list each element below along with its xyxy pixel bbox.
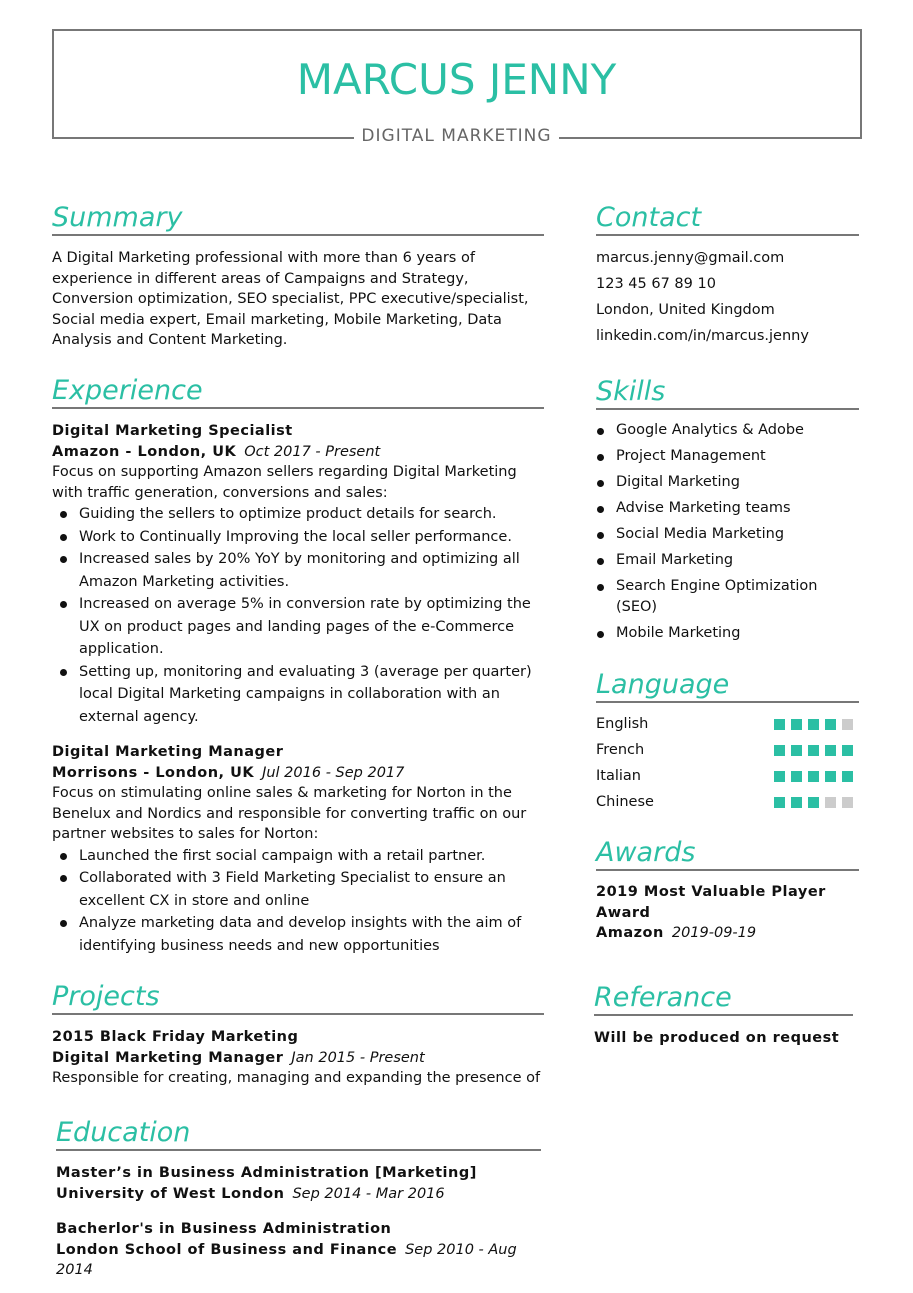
language-name: English xyxy=(596,716,649,732)
language-level-rating xyxy=(774,737,853,763)
project-role: Digital Marketing Manager xyxy=(52,1049,284,1066)
level-square xyxy=(808,797,819,808)
job-bullets xyxy=(52,845,544,958)
section-title: Awards xyxy=(596,837,859,871)
edu-dates: Sep 2014 - Mar 2016 xyxy=(292,1185,445,1202)
bullet-item: Increased on average 5% in conversion rate by optimizing the UX on product pages and landing pages of the e-Commerce application. xyxy=(79,593,544,661)
language-name: Chinese xyxy=(596,794,654,810)
skill-item: Search Engine Optimization (SEO) xyxy=(616,576,859,617)
level-square xyxy=(808,771,819,782)
edu-degree: Master’s in Business Administration [Marketing] xyxy=(56,1165,477,1181)
projects-section xyxy=(52,981,544,1089)
level-square xyxy=(791,719,802,730)
skill-item: Advise Marketing teams xyxy=(616,498,859,519)
section-title: Referance xyxy=(594,982,853,1016)
project-title: 2015 Black Friday Marketing xyxy=(52,1029,299,1045)
language-row xyxy=(596,789,853,815)
job-company: Amazon - London, UK xyxy=(52,443,237,460)
job-desc: Focus on supporting Amazon sellers regarding Digital Marketing with traffic generation, conversions and sales: xyxy=(52,464,517,501)
skill-item: Project Management xyxy=(616,446,859,467)
language-section xyxy=(596,669,859,815)
job-title: Digital Marketing Manager xyxy=(52,744,284,760)
skills-section xyxy=(596,376,859,649)
job-company-line xyxy=(52,442,544,463)
edu-school: London School of Business and Finance xyxy=(56,1241,398,1258)
language-name: French xyxy=(596,742,645,758)
reference-text: Will be produced on request xyxy=(594,1030,840,1046)
language-row xyxy=(596,763,853,789)
job-dates: Oct 2017 - Present xyxy=(244,443,381,460)
edu-degree: Bacherlor's in Business Administration xyxy=(56,1221,392,1237)
skill-item: Social Media Marketing xyxy=(616,524,859,545)
experience-section xyxy=(52,375,544,957)
level-square xyxy=(842,771,853,782)
section-title: Contact xyxy=(596,202,859,236)
award-date: 2019-09-19 xyxy=(671,925,757,941)
language-row xyxy=(596,737,853,763)
level-square xyxy=(791,771,802,782)
bullet-item: Guiding the sellers to optimize product details for search. xyxy=(79,503,544,526)
level-square xyxy=(808,745,819,756)
section-title: Experience xyxy=(52,375,544,409)
bullet-item: Analyze marketing data and develop insights with the aim of identifying business needs and new opportunities xyxy=(79,912,544,957)
skill-item: Digital Marketing xyxy=(616,472,859,493)
level-square xyxy=(791,745,802,756)
bullet-item: Launched the first social campaign with a retail partner. xyxy=(79,845,544,868)
skill-item: Email Marketing xyxy=(616,550,859,571)
education-section xyxy=(56,1117,541,1281)
bullet-item: Collaborated with 3 Field Marketing Specialist to ensure an excellent CX in store and online xyxy=(79,867,544,912)
level-square xyxy=(825,797,836,808)
summary-text: A Digital Marketing professional with more than 6 years of experience in different areas of Campaigns and Strategy, Conversion optimization, SEO specialist, PPC executive/specialist, Social media expert, Email marketing, Mobile Marketing, Data Analysis and Content Marketing. xyxy=(52,250,529,348)
contact-section xyxy=(596,202,859,349)
job-bullets xyxy=(52,503,544,728)
section-title: Language xyxy=(596,669,859,703)
level-square xyxy=(774,771,785,782)
edu-dates: Sep 2010 - Aug 2014 xyxy=(56,1241,517,1278)
level-square xyxy=(825,719,836,730)
skill-item: Mobile Marketing xyxy=(616,623,859,644)
level-square xyxy=(791,797,802,808)
summary-section xyxy=(52,202,544,351)
level-square xyxy=(842,719,853,730)
language-level-rating xyxy=(774,763,853,789)
edu-school: University of West London xyxy=(56,1185,285,1202)
level-square xyxy=(825,745,836,756)
candidate-role: DIGITAL MARKETING xyxy=(361,126,552,146)
contact-location: London, United Kingdom xyxy=(596,302,775,318)
language-level-rating xyxy=(774,711,853,737)
language-row xyxy=(596,711,853,737)
project-desc: Responsible for creating, managing and expanding the presence of xyxy=(52,1070,541,1086)
level-square xyxy=(842,745,853,756)
job-desc: Focus on stimulating online sales & marketing for Norton in the Benelux and Nordics and responsible for converting traffic on our partner websites to sales for Norton: xyxy=(52,785,527,842)
level-square xyxy=(825,771,836,782)
section-title: Summary xyxy=(52,202,544,236)
section-title: Skills xyxy=(596,376,859,410)
bullet-item: Increased sales by 20% YoY by monitoring and optimizing all Amazon Marketing activities. xyxy=(79,548,544,593)
bullet-item: Work to Continually Improving the local seller performance. xyxy=(79,526,544,549)
skill-item: Google Analytics & Adobe xyxy=(616,420,859,441)
award-title: 2019 Most Valuable Player Award xyxy=(596,884,826,921)
job-dates: Jul 2016 - Sep 2017 xyxy=(262,764,405,781)
level-square xyxy=(774,797,785,808)
project-dates: Jan 2015 - Present xyxy=(291,1049,425,1066)
reference-section xyxy=(594,982,853,1049)
job-company: Morrisons - London, UK xyxy=(52,764,255,781)
awards-section xyxy=(596,837,859,944)
contact-linkedin[interactable]: linkedin.com/in/marcus.jenny xyxy=(596,328,809,344)
level-square xyxy=(842,797,853,808)
contact-phone: 123 45 67 89 10 xyxy=(596,276,716,292)
section-title: Projects xyxy=(52,981,544,1015)
job-title: Digital Marketing Specialist xyxy=(52,423,293,439)
candidate-name: MARCUS JENNY xyxy=(296,55,617,104)
job-entry xyxy=(52,742,544,957)
language-name: Italian xyxy=(596,768,641,784)
bullet-item: Setting up, monitoring and evaluating 3 (average per quarter) local Digital Marketing campaigns in collaboration with an external agency. xyxy=(79,661,544,729)
language-level-rating xyxy=(774,789,853,815)
job-company-line xyxy=(52,763,544,784)
level-square xyxy=(774,745,785,756)
job-entry xyxy=(52,421,544,728)
level-square xyxy=(774,719,785,730)
section-title: Education xyxy=(56,1117,541,1151)
award-org: Amazon xyxy=(596,925,664,941)
level-square xyxy=(808,719,819,730)
contact-email[interactable]: marcus.jenny@gmail.com xyxy=(596,250,785,266)
